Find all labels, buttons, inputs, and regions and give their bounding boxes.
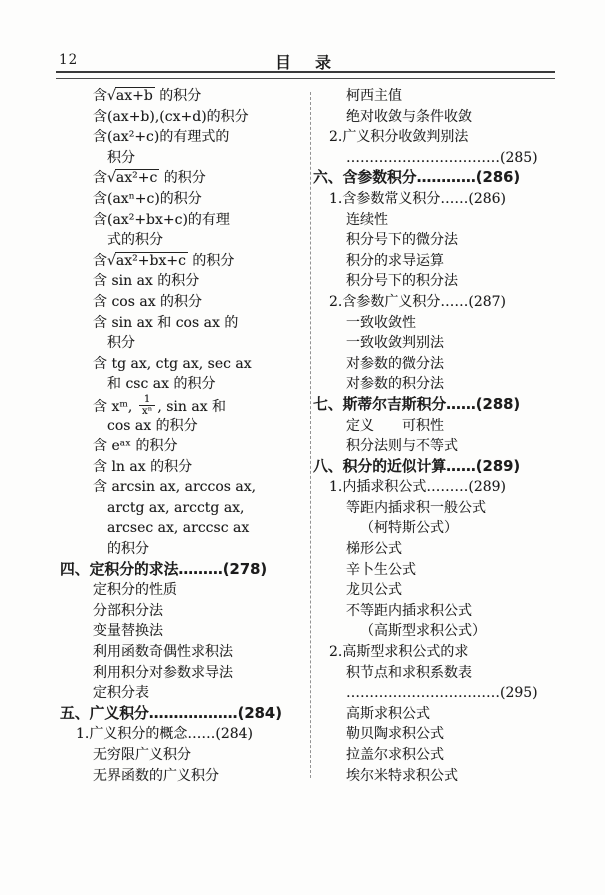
toc-line: 无穷限广义积分 <box>93 747 191 763</box>
toc-line: 含 sin ax 的积分 <box>93 273 200 290</box>
toc-line: 定积分的性质 <box>93 582 177 599</box>
toc-line: 埃尔米特求积公式 <box>346 767 458 784</box>
toc-line: 积分号下的微分法 <box>346 232 458 249</box>
toc-line: 1.含参数常义积分……(286) <box>329 190 507 207</box>
toc-line: 积分 <box>107 149 135 166</box>
toc-line: 含(ax+b),(cx+d)的积分 <box>93 108 249 125</box>
toc-line: 积分法则与不等式 <box>346 438 458 455</box>
toc-line: 定积分表 <box>93 685 149 702</box>
toc-line: 含√ax²+c 的积分 <box>93 168 311 189</box>
toc-line: （柯特斯公式） <box>360 520 458 537</box>
toc-line: 对参数的微分法 <box>346 355 444 372</box>
toc-right-column <box>313 86 564 786</box>
toc-line: 含 xᵐ, $\frac{1}{\text{xⁿ}}$ , sin ax 和 <box>93 392 227 418</box>
page-title: 目 录 <box>274 53 335 72</box>
toc-line: 积分 <box>107 335 135 352</box>
toc-columns <box>60 86 563 786</box>
toc-line: 含 tg ax, ctg ax, sec ax <box>93 355 252 372</box>
sqrt-expression: √ax²+c <box>107 170 158 187</box>
toc-line: 2.广义积分收敛判别法 <box>329 129 469 146</box>
toc-line: 积分的求导运算 <box>346 252 444 269</box>
toc-line: 勒贝陶求积公式 <box>346 726 444 743</box>
toc-line: 柯西主值 <box>346 88 402 104</box>
sqrt-expression: √ax²+bx+c <box>107 252 186 269</box>
toc-line: 式的积分 <box>107 232 163 249</box>
toc-line: 含 ln ax 的积分 <box>93 458 193 475</box>
toc-line: 定义 可积性 <box>346 417 444 434</box>
toc-line: （高斯型求积公式） <box>360 623 486 640</box>
toc-line: 含 eᵃˣ 的积分 <box>93 438 178 455</box>
page-number: 12 <box>59 52 79 68</box>
toc-line: 2.含参数广义积分……(287) <box>329 293 507 310</box>
toc-line: ……………………………(285) <box>346 149 538 166</box>
toc-line: 变量替换法 <box>93 623 163 640</box>
toc-line: 梯形公式 <box>346 541 402 558</box>
toc-line: arcsec ax, arccsc ax <box>107 520 250 537</box>
toc-line: 含 sin ax 和 cos ax 的 <box>93 314 239 331</box>
toc-line: 积分号下的积分法 <box>346 273 458 290</box>
toc-heading-line: 四、定积分的求法………(278) <box>60 560 268 578</box>
toc-line: 利用积分对参数求导法 <box>93 664 233 681</box>
toc-line: 等距内插求积一般公式 <box>346 499 486 516</box>
toc-line: 辛卜生公式 <box>346 561 416 578</box>
toc-line: 高斯求积公式 <box>346 705 430 722</box>
header-rule <box>56 71 555 79</box>
toc-line: 和 csc ax 的积分 <box>107 376 216 393</box>
toc-line: 含(ax²+c)的有理式的 <box>93 129 230 146</box>
toc-line: cos ax 的积分 <box>107 417 198 434</box>
toc-line: 2.高斯型求积公式的求 <box>329 644 469 661</box>
toc-line: 对参数的积分法 <box>346 376 444 393</box>
toc-line: 一致收敛判别法 <box>346 335 444 352</box>
toc-line: 龙贝公式 <box>346 582 402 599</box>
toc-line: 含 arcsin ax, arccos ax, <box>93 479 257 496</box>
toc-line: 不等距内插求积公式 <box>346 602 472 619</box>
toc-heading-line: 五、广义积分………………(284) <box>60 704 282 722</box>
page-header <box>57 50 553 70</box>
toc-line: 拉盖尔求积公式 <box>346 747 444 763</box>
toc-left-column <box>60 86 311 786</box>
toc-line: 利用函数奇偶性求积法 <box>93 644 233 661</box>
toc-line: 含 cos ax 的积分 <box>93 293 203 310</box>
toc-line: 的积分 <box>107 541 149 558</box>
toc-line: arctg ax, arcctg ax, <box>107 499 245 516</box>
toc-line: 分部积分法 <box>93 602 163 619</box>
toc-line: 一致收敛性 <box>346 314 416 331</box>
toc-line: 含(axⁿ+c)的积分 <box>93 190 202 207</box>
toc-line: 含√ax²+bx+c 的积分 <box>93 251 311 272</box>
toc-line: 连续性 <box>346 211 388 228</box>
toc-line: 1.内插求积公式………(289) <box>329 479 507 496</box>
toc-heading-line: 七、斯蒂尔吉斯积分……(288) <box>313 395 521 413</box>
toc-heading-line: 八、积分的近似计算……(289) <box>313 457 521 475</box>
toc-line: 1.广义积分的概念……(284) <box>76 726 254 743</box>
toc-line: ……………………………(295) <box>346 685 538 702</box>
toc-line: 含(ax²+bx+c)的有理 <box>93 211 230 228</box>
toc-heading-line: 六、含参数积分…………(286) <box>313 169 521 187</box>
toc-line: 无界函数的广义积分 <box>93 767 219 784</box>
toc-line: 含√ax+b 的积分 <box>93 86 311 107</box>
toc-line: 绝对收敛与条件收敛 <box>346 108 472 125</box>
sqrt-expression: √ax+b <box>107 88 153 104</box>
fraction: $\frac{1}{\text{xⁿ}}$ <box>139 394 155 418</box>
toc-line: 积节点和求积系数表 <box>346 664 472 681</box>
